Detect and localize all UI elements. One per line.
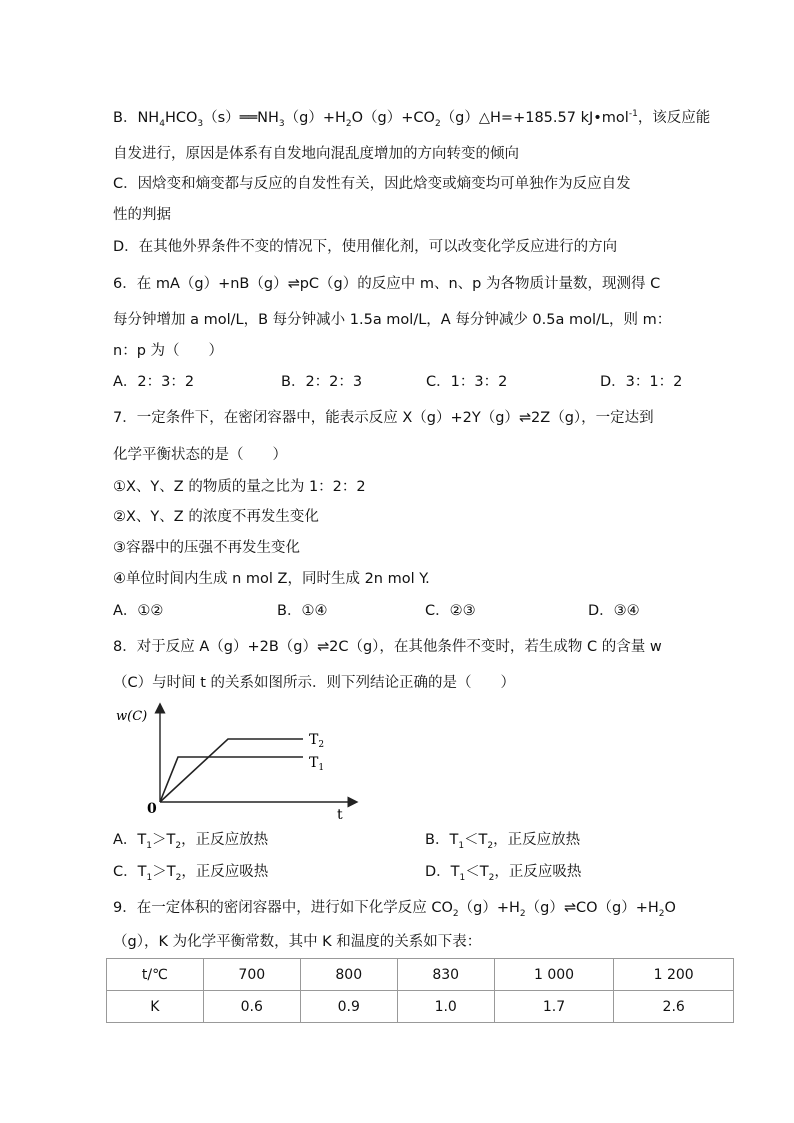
q7-option-b[interactable]: B．①④ [277, 603, 328, 619]
q7-option-a[interactable]: A．①② [113, 603, 164, 619]
curve-t1-label: $T_1$ [309, 755, 325, 773]
q7-option-d[interactable]: D．③④ [588, 603, 640, 619]
q8-option-b[interactable]: B．$T_1<T_2$，正反应放热 [425, 832, 581, 851]
q7-option-c[interactable]: C．②③ [425, 603, 476, 619]
q5-option-d: D．在其他外界条件不变的情况下，使用催化剂，可以改变化学反应进行的方向 [113, 239, 618, 255]
q7-options [113, 601, 713, 621]
q7-statement-3: ③容器中的压强不再发生变化 [113, 540, 300, 556]
q8-graph [110, 700, 370, 825]
origin-label: 0 [147, 801, 157, 817]
q5-option-b-line2: 自发进行，原因是体系有自发地向混乱度增加的方向转变的倾向 [113, 146, 519, 162]
x-axis-label: t [337, 807, 343, 823]
curve-t2-label: $T_2$ [309, 732, 325, 750]
curve-t2 [160, 739, 303, 802]
q6-option-b[interactable]: B．2：2：3 [281, 374, 363, 390]
q9-k-table [106, 958, 734, 1023]
table-cell: 1.0 [397, 991, 494, 1023]
table-cell: 830 [397, 959, 494, 991]
q6-option-c[interactable]: C．1：3：2 [426, 374, 508, 390]
q6-stem-line2: 每分钟增加 a mol/L，B 每分钟减小 1.5a mol/L，A 每分钟减少 0.5a mol/L，则 m： [113, 312, 672, 328]
table-cell: 2.6 [614, 991, 734, 1023]
q8-option-d[interactable]: D．$T_1<T_2$，正反应吸热 [425, 864, 582, 883]
q6-option-d[interactable]: D．3：1：2 [600, 374, 683, 390]
table-cell: 0.6 [203, 991, 300, 1023]
q8-stem-line2: （C）与时间 t 的关系如图所示．则下列结论正确的是（ ） [113, 675, 516, 691]
q7-statement-2: ②X、Y、Z 的浓度不再发生变化 [113, 509, 319, 525]
q6-stem-line3: n：p 为（ ） [113, 343, 224, 359]
q8-option-a[interactable]: A．$T_1>T_2$，正反应放热 [113, 832, 269, 851]
table-cell: 1.7 [494, 991, 614, 1023]
table-cell: t/℃ [107, 959, 204, 991]
q9-stem-line2: （g），K 为化学平衡常数，其中 K 和温度的关系如下表： [113, 934, 482, 950]
q7-stem-line2: 化学平衡状态的是（ ） [113, 447, 287, 463]
q9-stem-line1: 9．在一定体积的密闭容器中，进行如下化学反应 $CO_2(g)+H_2(g)\rightleftharpoons CO(g)+H_2O$ [113, 900, 676, 919]
q5-option-c-line1: C．因焓变和熵变都与反应的自发性有关，因此焓变或熵变均可单独作为反应自发 [113, 176, 631, 192]
q7-statement-1: ①X、Y、Z 的物质的量之比为 1：2：2 [113, 479, 366, 495]
q8-stem-line1: 8．对于反应 A（g）+2B（g）⇌2C（g），在其他条件不变时，若生成物 C 的含量 w [113, 639, 662, 655]
q8-options-row1 [113, 830, 713, 850]
q6-stem-line1: 6．在 mA（g）+nB（g）⇌pC（g）的反应中 m、n、p 为各物质计量数，现测得 C [113, 276, 661, 292]
y-axis-label: w(C) [116, 709, 148, 724]
q5-option-b-line1: B．$NH_4HCO_3(s)══NH_3(g)+H_2O(g)+CO_2(g)\triangle H=+185.57$ kJ•mol$^{-1}$，该反应能 [113, 109, 711, 129]
q6-options [113, 372, 713, 392]
table-cell: 700 [203, 959, 300, 991]
table-cell: K [107, 991, 204, 1023]
table-cell: 0.9 [300, 991, 397, 1023]
table-cell: 800 [300, 959, 397, 991]
q7-statement-4: ④单位时间内生成 n mol Z，同时生成 2n mol Y. [113, 571, 430, 587]
table-header-row [107, 959, 734, 991]
q7-stem-line1: 7．一定条件下，在密闭容器中，能表示反应 X（g）+2Y（g）⇌2Z（g），一定达到 [113, 410, 654, 426]
q6-option-a[interactable]: A．2：3：2 [113, 374, 195, 390]
table-cell: 1 200 [614, 959, 734, 991]
q5-option-c-line2: 性的判据 [113, 207, 171, 223]
q8-option-c[interactable]: C．$T_1>T_2$，正反应吸热 [113, 864, 269, 883]
curve-t1 [160, 757, 303, 802]
q8-options-row2 [113, 862, 713, 882]
table-cell: 1 000 [494, 959, 614, 991]
table-row [107, 991, 734, 1023]
